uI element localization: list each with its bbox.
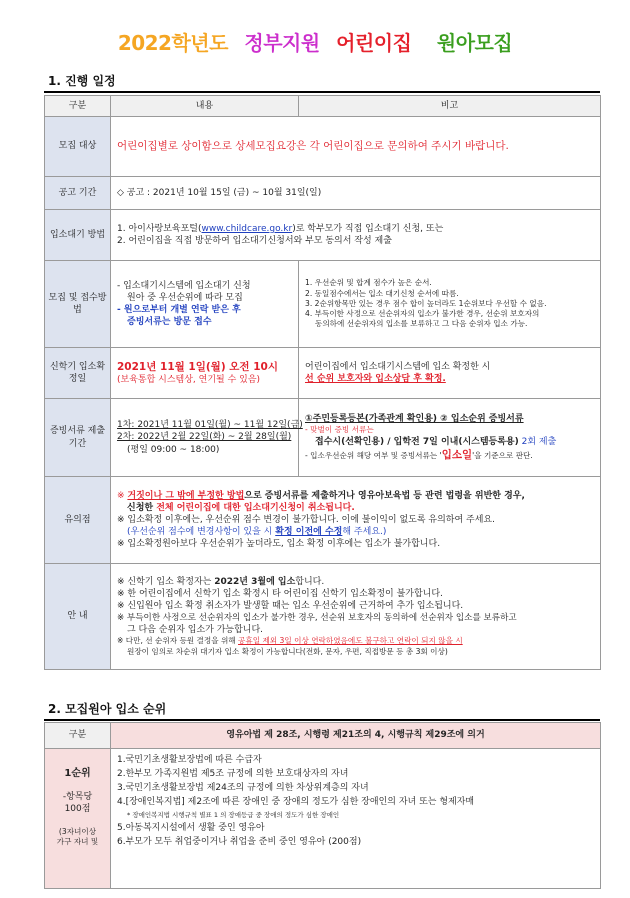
method-right-line3: 3. 2순위항목만 있는 경우 점수 합이 높더라도 1순위보다 우선할 수 없음. bbox=[305, 298, 547, 308]
confirm-left bbox=[111, 348, 299, 399]
priority-item-2: 2.한부모 가족지원법 제5조 규정에 의한 보호대상자의 자녀 bbox=[117, 769, 349, 780]
header-category: 구분 bbox=[45, 96, 111, 117]
priority-item-5: 5.아동복지시설에서 생활 중인 영유아 bbox=[117, 823, 265, 834]
docs-round1: 1차: 2021년 11월 01일(월) ~ 11월 12일(금) bbox=[117, 420, 303, 431]
waitlist-line1-suffix: )로 학부모가 직접 입소대기 신청, 또는 bbox=[292, 223, 444, 234]
row-method bbox=[45, 261, 601, 348]
label-caution: 유의점 bbox=[45, 477, 111, 564]
priority-table bbox=[44, 722, 601, 889]
priority-item-4: 4.[장애인복지법] 제2조에 따른 장애인 중 장애의 정도가 심한 장애인의 자녀 또는 형제자매 bbox=[117, 797, 475, 808]
caution-l1-rest: 으로 증빙서류를 제출하거나 영유아보육법 등 관련 법령을 위반한 경우, bbox=[244, 490, 525, 501]
title-part1: 정부지원 bbox=[244, 31, 320, 55]
method-right-line1: 1. 우선순위 및 합계 점수가 높은 순서. bbox=[305, 278, 432, 288]
priority-note-line1: (3자녀이상 bbox=[58, 826, 97, 836]
row-recruit-target bbox=[45, 117, 601, 177]
priority-rank: 1순위 bbox=[64, 768, 91, 779]
priority-row-first bbox=[45, 749, 601, 889]
guide-l2: ※ 한 어린이집에서 신학기 입소 확정시 타 어린이집 신학기 입소확정이 불가합니다. bbox=[117, 589, 443, 600]
label-recruit-target: 모집 대상 bbox=[45, 117, 111, 177]
recruit-target-text: 어린이집별로 상이함으로 상세모집요강은 각 어린이집으로 문의하여 주시기 바랍니다. bbox=[111, 117, 601, 177]
docs-hours: (평일 09:00 ~ 18:00) bbox=[127, 444, 220, 455]
row-docs bbox=[45, 399, 601, 477]
caution-content bbox=[111, 477, 601, 564]
method-right-line2: 2. 동일점수에서는 입소 대기신청 순서에 따름. bbox=[305, 288, 459, 298]
caution-l3: ※ 입소확정 이후에는, 우선순위 점수 변경이 불가합니다. 이에 불이익이 없도록 유의하여 주세요. bbox=[117, 514, 495, 525]
method-right-line5: 동의하에 선순위자의 입소를 보류하고 그 다음 순위자 입소 가능. bbox=[315, 319, 528, 329]
caution-l2-prefix: 신청한 bbox=[127, 502, 157, 513]
row-waitlist bbox=[45, 210, 601, 261]
section1-heading: 1. 진행 일정 bbox=[48, 74, 116, 88]
priority-header-basis: 영유아법 제 28조, 시행령 제21조의 4, 시행규칙 제29조에 의거 bbox=[111, 723, 601, 749]
label-method: 모집 및 접수방법 bbox=[45, 261, 111, 348]
label-waitlist: 입소대기 방법 bbox=[45, 210, 111, 261]
guide-l7: 원장이 임의로 차순위 대기자 입소 확정이 가능합니다(전화, 문자, 우편, 직접방문 등 총 3회 이상) bbox=[127, 646, 448, 656]
label-docs: 증빙서류 제출기간 bbox=[45, 399, 111, 477]
priority-item-1: 1.국민기초생활보장법에 따른 수급자 bbox=[117, 755, 262, 765]
priority-points-per-item: -항목당 bbox=[62, 791, 93, 802]
waitlist-line1-prefix: 1. 아이사랑보육포털( bbox=[117, 223, 202, 234]
caution-l1-mark: ※ bbox=[117, 490, 128, 501]
confirm-right-line2: 선 순위 보호자와 입소상담 후 확정. bbox=[305, 374, 446, 384]
confirm-date: 2021년 11월 1일(월) 오전 10시 bbox=[117, 360, 278, 373]
method-left-line3: - 원으로부터 개별 연락 받은 후 bbox=[117, 305, 241, 315]
method-right bbox=[299, 261, 601, 348]
guide-l1-key: 2022년 3월에 입소 bbox=[214, 577, 296, 588]
title-year: 2022학년도 bbox=[117, 31, 228, 55]
docs-basis-key: 입소일 bbox=[441, 448, 473, 461]
guide-l6-prefix: ※ 다만, 선 순위자 등원 결정을 위해 bbox=[117, 636, 239, 646]
caution-l5: ※ 입소확정원아보다 우선순위가 높더라도, 입소 확정 이후에는 입소가 불가합니다. bbox=[117, 539, 441, 550]
notice-period-text: ◇ 공고 : 2021년 10월 15일 (금) ~ 10월 31일(일) bbox=[111, 177, 601, 210]
section1-divider bbox=[44, 91, 600, 93]
priority-item-6: 6.부모가 모두 취업중이거나 취업을 준비 중인 영유아 (200점) bbox=[117, 837, 362, 848]
caution-l4-prefix: (우선순위 점수에 변경사항이 있을 시 bbox=[127, 527, 276, 538]
row-guide bbox=[45, 564, 601, 670]
priority-note-line2: 가구 자녀 및 bbox=[56, 837, 99, 847]
guide-l1-prefix: ※ 신학기 입소 확정자는 bbox=[117, 577, 215, 588]
confirm-right-line1: 어린이집에서 입소대기시스템에 입소 확정한 시 bbox=[305, 361, 491, 372]
priority-label bbox=[45, 749, 111, 889]
method-left-line4: 증빙서류는 방문 접수 bbox=[127, 317, 212, 328]
section2-heading: 2. 모집원아 입소 순위 bbox=[48, 702, 167, 716]
row-caution bbox=[45, 477, 601, 564]
priority-header-row bbox=[45, 723, 601, 749]
row-confirm bbox=[45, 348, 601, 399]
guide-l3: ※ 신입원아 입소 확정 취소자가 발생할 때는 입소 우선순위에 근거하여 추가 입소됩니다. bbox=[117, 601, 464, 612]
priority-points: 100점 bbox=[64, 803, 91, 814]
confirm-right bbox=[299, 348, 601, 399]
docs-dual-income: - 맞벌이 증빙 서류는 bbox=[305, 425, 374, 435]
confirm-date-note: (보육통합 시스템상, 연기될 수 있음) bbox=[117, 375, 261, 386]
guide-l6-key: 공휴일 제외 3일 이상 연락하였음에도 불구하고 연락이 되지 않을 시 bbox=[238, 636, 463, 646]
caution-l4-key: 확정 이전에 수정 bbox=[275, 527, 343, 538]
table-header-row bbox=[45, 96, 601, 117]
method-left-line2: 원아 중 우선순위에 따라 모집 bbox=[127, 292, 243, 303]
priority-header-category: 구분 bbox=[45, 723, 111, 749]
docs-dual-income-timing: 접수시(선확인용) / 입학전 7일 이내(시스템등록용) bbox=[315, 436, 519, 447]
section2-divider bbox=[44, 719, 600, 721]
priority-item-4-note: * 장애인복지법 시행규칙 별표 1 의 장애등급 중 장애의 정도가 심한 장애인 bbox=[127, 810, 340, 819]
header-note: 비고 bbox=[299, 96, 601, 117]
label-confirm: 신학기 입소확정일 bbox=[45, 348, 111, 399]
waitlist-line2: 2. 어린이집을 직접 방문하여 입소대기신청서와 부모 동의서 작성 제출 bbox=[117, 236, 392, 246]
page-title bbox=[0, 30, 630, 57]
guide-content bbox=[111, 564, 601, 670]
caution-l1-key: 거짓이나 그 밖에 부정한 방법 bbox=[127, 490, 245, 501]
docs-basis-prefix: - 입소우선순위 해당 여부 및 증빙서류는 ' bbox=[305, 450, 442, 460]
childcare-portal-link[interactable]: www.childcare.go.kr bbox=[201, 223, 293, 234]
title-part2: 어린이집 bbox=[336, 31, 412, 55]
docs-submit-count: 2회 제출 bbox=[521, 436, 557, 447]
title-part3: 원아모집 bbox=[436, 31, 513, 55]
waitlist-content bbox=[111, 210, 601, 261]
docs-right bbox=[299, 399, 601, 477]
docs-required: ①주민등록등본(가족관계 확인용) ② 입소순위 증빙서류 bbox=[305, 414, 524, 425]
header-content: 내용 bbox=[111, 96, 299, 117]
docs-round2: 2차: 2022년 2월 22일(화) ~ 2월 28일(월) bbox=[117, 432, 292, 443]
schedule-table bbox=[44, 95, 601, 670]
method-left-line1: - 입소대기시스템에 입소대기 신청 bbox=[117, 280, 251, 291]
priority-item-3: 3.국민기초생활보장법 제24조의 규정에 의한 차상위계층의 자녀 bbox=[117, 783, 369, 794]
caution-l2-key: 전체 어린이집에 대한 입소대기신청이 취소됩니다. bbox=[156, 502, 355, 513]
label-notice-period: 공고 기간 bbox=[45, 177, 111, 210]
guide-l5: 그 다음 순위자 입소가 가능합니다. bbox=[127, 625, 264, 636]
caution-l4-suffix: 해 주세요.) bbox=[342, 527, 387, 538]
docs-left bbox=[111, 399, 303, 477]
method-right-line4: 4. 부득이한 사정으로 선순위자의 입소가 불가한 경우, 선순위 보호자의 bbox=[305, 309, 540, 319]
guide-l4: ※ 부득이한 사정으로 선순위자의 입소가 불가한 경우, 선순위 보호자의 동의하에 선순위자 입소를 보류하고 bbox=[117, 612, 517, 623]
priority-items bbox=[111, 749, 601, 889]
method-left bbox=[111, 261, 299, 348]
docs-basis-suffix: '을 기준으로 판단. bbox=[472, 450, 533, 460]
guide-l1-suffix: 합니다. bbox=[295, 577, 325, 588]
row-notice-period bbox=[45, 177, 601, 210]
label-guide: 안 내 bbox=[45, 564, 111, 670]
